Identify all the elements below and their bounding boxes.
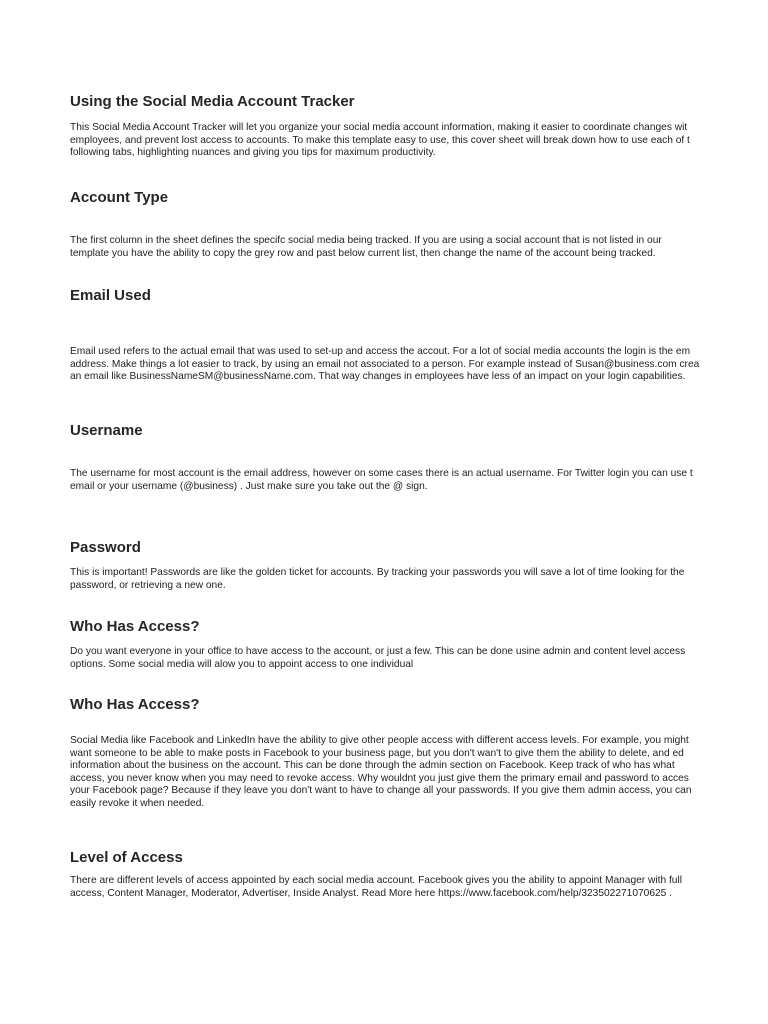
section-body-email-used xyxy=(70,346,768,384)
text-line: an email like BusinessNameSM@businessName.com. That way changes in employees have less of an impact on your login capabilities. xyxy=(70,371,686,383)
text-line: options. Some social media will alow you to appoint access to one individual xyxy=(70,658,414,670)
text-line: This Social Media Account Tracker will let you organize your social media account information, making it easier to coordinate changes wit xyxy=(70,122,688,133)
paragraph xyxy=(70,735,768,811)
section-body-username xyxy=(70,468,768,493)
text-line: information about the business on the account. This can be done through the admin section on Facebook. Keep track of who has what xyxy=(70,760,675,772)
section-body-password xyxy=(70,567,768,592)
section-email-used xyxy=(70,287,768,305)
text-line: Social Media like Facebook and LinkedIn have the ability to give other people access with different access levels. For example, you might xyxy=(70,735,689,746)
section-heading: Account Type xyxy=(70,189,169,206)
text-line: template you have the ability to copy the grey row and past below current list, then change the name of the account being tracked. xyxy=(70,247,656,259)
section-heading: Email Used xyxy=(70,287,151,304)
section-using-tracker xyxy=(70,93,768,111)
text-line: access, Content Manager, Moderator, Advertiser, Inside Analyst. Read More here https://www.facebook.com/help/323502271070625 . xyxy=(70,887,672,899)
section-username xyxy=(70,422,768,440)
section-heading: Password xyxy=(70,539,141,556)
section-heading: Using the Social Media Account Tracker xyxy=(70,93,355,110)
section-heading: Who Has Access? xyxy=(70,696,200,713)
section-body-who-has-access-2 xyxy=(70,735,768,811)
text-line: Do you want everyone in your office to have access to the account, or just a few. This can be done usine admin and content level access xyxy=(70,646,686,657)
text-line: easily revoke it when needed. xyxy=(70,797,205,809)
paragraph xyxy=(70,346,768,384)
section-body-level-of-access xyxy=(70,875,768,900)
text-line: password, or retrieving a new one. xyxy=(70,579,226,591)
paragraph xyxy=(70,875,768,900)
section-account-type xyxy=(70,189,768,207)
text-line: following tabs, highlighting nuances and giving you tips for maximum productivity. xyxy=(70,147,436,159)
text-line: employees, and prevent lost access to accounts. To make this template easy to use, this cover sheet will break down how to use each of t xyxy=(70,134,690,146)
text-line: There are different levels of access appointed by each social media account. Facebook gives you the ability to appoint Manager with full xyxy=(70,875,682,886)
section-body-account-type xyxy=(70,235,768,260)
text-line: your Facebook page? Because if they leave you don't want to have to change all your passwords. If you give them admin access, you can xyxy=(70,785,692,797)
section-heading: Who Has Access? xyxy=(70,618,200,635)
text-line: The first column in the sheet defines the specifc social media being tracked. If you are using a social account that is not listed in our xyxy=(70,235,662,246)
text-line: want someone to be able to make posts in Facebook to your business page, but you don't wan't to give them the ability to delete, and ed xyxy=(70,747,684,759)
section-who-has-access-1 xyxy=(70,618,768,636)
text-line: The username for most account is the email address, however on some cases there is an actual username. For Twitter login you can use t xyxy=(70,468,693,479)
text-line: This is important! Passwords are like the golden ticket for accounts. By tracking your passwords you will save a lot of time looking for the xyxy=(70,567,685,578)
section-body-using-tracker xyxy=(70,122,768,160)
section-heading: Level of Access xyxy=(70,849,183,866)
section-body-who-has-access-1 xyxy=(70,646,768,671)
section-heading: Username xyxy=(70,422,143,439)
section-who-has-access-2 xyxy=(70,696,768,714)
section-level-of-access xyxy=(70,849,768,867)
text-line: access, you never know when you may need to revoke access. Why wouldnt you just give them the primary email and password to acces xyxy=(70,772,689,784)
text-line: email or your username (@business) . Just make sure you take out the @ sign. xyxy=(70,480,428,492)
paragraph xyxy=(70,567,768,592)
section-password xyxy=(70,539,768,557)
paragraph xyxy=(70,468,768,493)
paragraph xyxy=(70,122,768,160)
paragraph xyxy=(70,646,768,671)
paragraph xyxy=(70,235,768,260)
text-line: Email used refers to the actual email that was used to set-up and access the accout. For a lot of social media accounts the login is the em xyxy=(70,346,691,357)
text-line: address. Make things a lot easier to track, by using an email not associated to a person. For example instead of Susan@business.com crea xyxy=(70,358,700,370)
